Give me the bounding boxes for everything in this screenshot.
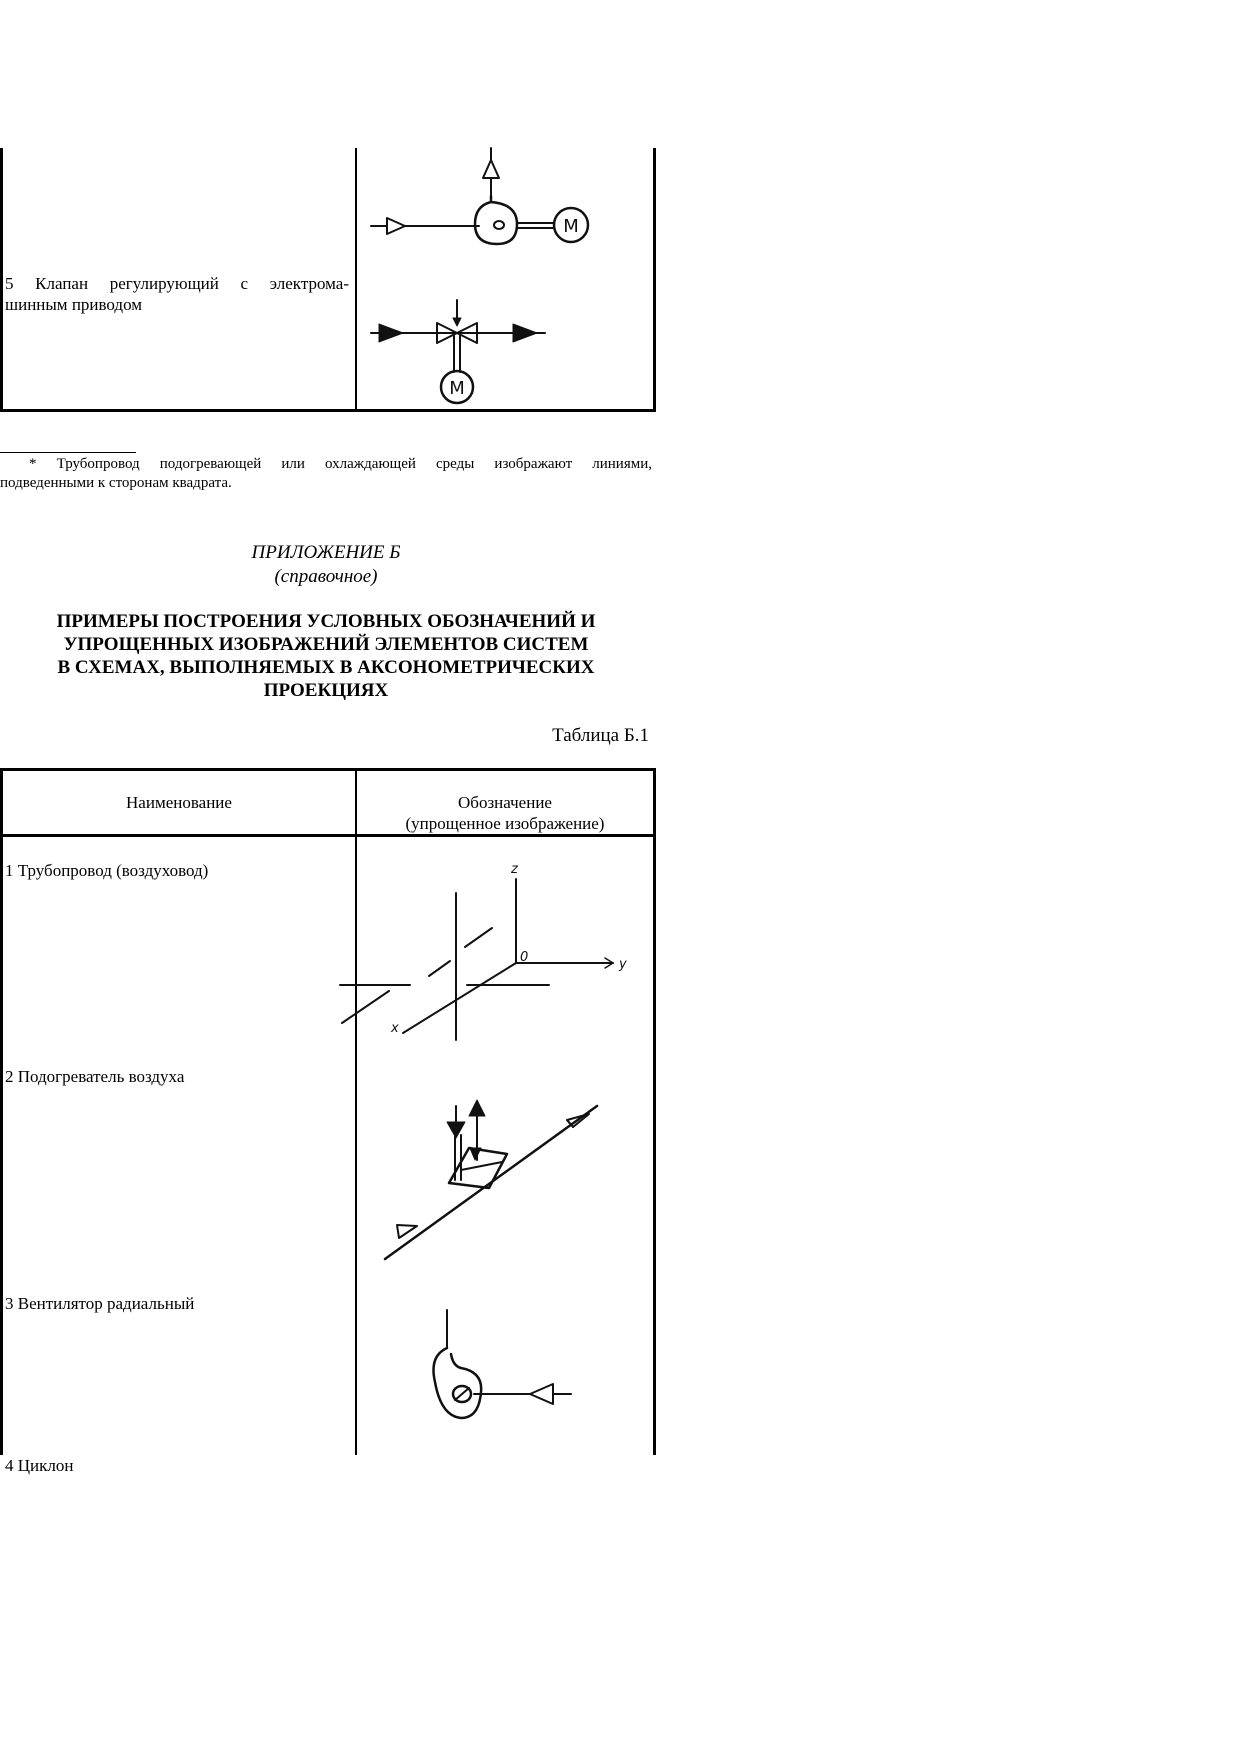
table-row-2-label: 2 Подогреватель воздуха [5, 1067, 185, 1086]
radial-fan-symbol [357, 1290, 653, 1450]
table-a-left-border [0, 148, 3, 412]
appendix-heading-line1: ПРИМЕРЫ ПОСТРОЕНИЯ УСЛОВНЫХ ОБОЗНАЧЕНИЙ И [56, 611, 596, 632]
header-symbol-line2: (упрощенное изображение) [405, 814, 605, 833]
row5-label-line1: 5 Клапан регулирующий с электрома- [5, 274, 349, 293]
table-b1-top-border [0, 768, 656, 771]
axis-label-y: y [619, 957, 627, 972]
fan-motor-label: М [563, 216, 579, 237]
appendix-heading-line3: В СХЕМАХ, ВЫПОЛНЯЕМЫХ В АКСОНОМЕТРИЧЕСКИХ [57, 657, 595, 678]
table-b1-left-border [0, 768, 3, 1455]
air-heater-axonometric-symbol [357, 1070, 653, 1270]
valve-motor-label: М [449, 378, 465, 399]
table-row-3-label: 3 Вентилятор радиальный [5, 1294, 195, 1313]
header-name: Наименование [126, 793, 232, 812]
axis-label-z: z [511, 862, 518, 877]
table-b1-header-bottom-border [0, 834, 656, 837]
footnote-line2: подведенными к сторонам квадрата. [0, 475, 232, 491]
appendix-heading [0, 610, 652, 702]
table-row-4-label: 4 Циклон [5, 1456, 74, 1475]
axis-label-o: 0 [520, 950, 529, 965]
table-caption: Таблица Б.1 [552, 725, 649, 746]
appendix-heading-line4: ПРОЕКЦИЯХ [263, 680, 389, 701]
axis-label-x: x [391, 1021, 399, 1036]
footnote-separator [0, 452, 136, 453]
appendix-title: ПРИЛОЖЕНИЕ Б [251, 542, 401, 563]
footnote-line1: * Трубопровод подогревающей или охлаждающей среды изображают линиями, [29, 456, 652, 472]
pipeline-axonometric-symbol [357, 855, 653, 1045]
appendix-subtitle: (справочное) [274, 566, 378, 587]
header-symbol-line1: Обозначение [458, 793, 552, 812]
table-b1-right-border [653, 768, 656, 1455]
fan-with-motor-symbol [357, 148, 657, 248]
control-valve-electric-drive-symbol [357, 296, 657, 411]
row5-label-line2: шинным приводом [5, 295, 143, 314]
appendix-heading-line2: УПРОЩЕННЫХ ИЗОБРАЖЕНИЙ ЭЛЕМЕНТОВ СИСТЕМ [63, 634, 589, 655]
table-row-1-label: 1 Трубопровод (воздуховод) [5, 861, 209, 880]
